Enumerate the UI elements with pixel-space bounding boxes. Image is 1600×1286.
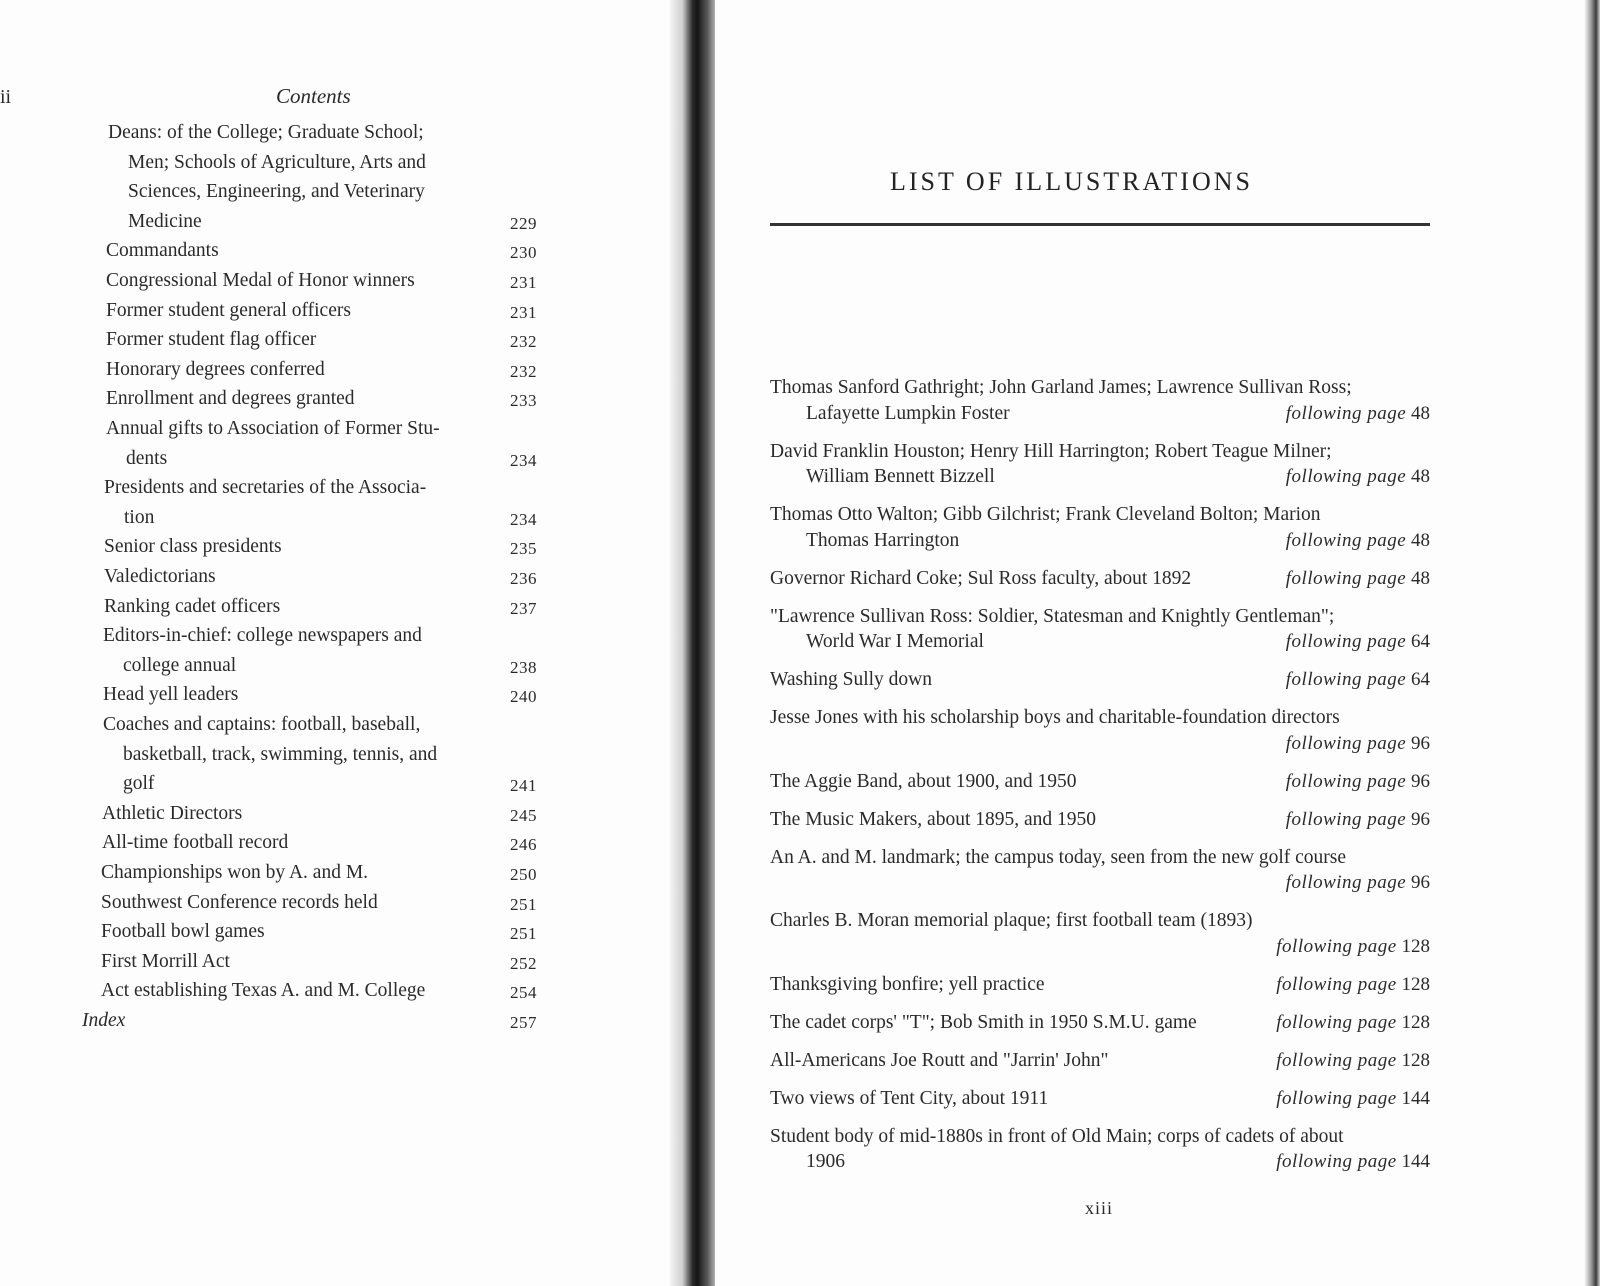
contents-entry-line: Athletic Directors bbox=[102, 802, 243, 824]
following-page-label: following page bbox=[1285, 567, 1407, 589]
following-page-label: following page bbox=[1285, 529, 1407, 551]
contents-running-head: Contents bbox=[276, 84, 351, 108]
page-edge-shadow bbox=[1584, 0, 1600, 1286]
illustration-page-number: 144 bbox=[1401, 1151, 1430, 1172]
following-page-label: following page bbox=[1285, 732, 1407, 754]
contents-page-number: 234 bbox=[510, 450, 537, 470]
illustration-caption-line: "Lawrence Sullivan Ross: Soldier, Statesman and Knightly Gentleman"; bbox=[770, 605, 1335, 627]
illustration-page-ref bbox=[1286, 669, 1430, 691]
following-page-label: following page bbox=[1276, 973, 1397, 995]
illustration-page-number: 48 bbox=[1411, 529, 1430, 551]
contents-entry-line: All-time football record bbox=[102, 832, 289, 854]
following-page-label: following page bbox=[1285, 669, 1407, 690]
contents-page-number: 233 bbox=[510, 391, 537, 411]
contents-entry-line: Commandants bbox=[106, 240, 219, 262]
illustration-caption-line: 1906 bbox=[806, 1151, 845, 1172]
right-folio: xiii bbox=[1085, 1198, 1114, 1218]
illustration-page-number: 64 bbox=[1411, 631, 1430, 652]
book-gutter bbox=[670, 0, 720, 1286]
contents-entry-line: Presidents and secretaries of the Associa- bbox=[104, 477, 427, 499]
following-page-label: following page bbox=[1276, 935, 1397, 957]
contents-entry-line: Congressional Medal of Honor winners bbox=[106, 270, 415, 291]
illustration-caption-line: Thomas Sanford Gathright; John Garland James; Lawrence Sullivan Ross; bbox=[770, 377, 1352, 398]
contents-page-number: 241 bbox=[510, 776, 537, 796]
left-page bbox=[0, 0, 680, 1286]
contents-page-number: 232 bbox=[510, 361, 537, 381]
illustration-page-number: 128 bbox=[1401, 973, 1430, 995]
illustration-page-number: 96 bbox=[1411, 732, 1430, 754]
illustration-page-number: 48 bbox=[1411, 466, 1430, 487]
illustration-page-ref bbox=[1286, 530, 1430, 552]
illustration-caption-line: Thomas Otto Walton; Gibb Gilchrist; Frank Cleveland Bolton; Marion bbox=[770, 504, 1321, 525]
contents-page-number: 231 bbox=[510, 302, 537, 322]
contents-entry-line: Southwest Conference records held bbox=[101, 891, 378, 913]
contents-entry-line: Head yell leaders bbox=[103, 684, 239, 706]
following-page-label: following page bbox=[1276, 1087, 1397, 1109]
contents-page-number: 237 bbox=[510, 598, 537, 618]
illustration-caption-line: The cadet corps' "T"; Bob Smith in 1950 S.M.U. game bbox=[770, 1011, 1197, 1033]
illustration-page-ref bbox=[1276, 936, 1430, 958]
contents-page-number: 236 bbox=[510, 569, 537, 588]
contents-page-number: 234 bbox=[510, 509, 537, 529]
contents-page-number: 240 bbox=[510, 687, 537, 707]
contents-page-number: 245 bbox=[510, 805, 537, 825]
contents-page-number: 238 bbox=[510, 657, 537, 677]
illustration-page-ref bbox=[1276, 1012, 1430, 1034]
illustration-page-ref bbox=[1276, 1151, 1430, 1173]
contents-page-number: 252 bbox=[510, 953, 537, 973]
following-page-label: following page bbox=[1285, 770, 1407, 792]
contents-entry-line: Enrollment and degrees granted bbox=[106, 388, 355, 410]
illustration-caption-line: William Bennett Bizzell bbox=[806, 466, 995, 487]
title-rule bbox=[770, 223, 1430, 226]
illustration-page-ref bbox=[1286, 809, 1430, 831]
illustration-page-ref bbox=[1286, 872, 1430, 894]
contents-page-number: 232 bbox=[510, 332, 537, 352]
following-page-label: following page bbox=[1285, 631, 1407, 652]
illustration-page-ref bbox=[1286, 568, 1430, 590]
following-page-label: following page bbox=[1285, 808, 1407, 830]
following-page-label: following page bbox=[1276, 1049, 1397, 1071]
contents-page-number: 251 bbox=[510, 894, 537, 914]
contents-entry-line: Former student general officers bbox=[106, 299, 351, 321]
illustration-page-number: 96 bbox=[1411, 808, 1430, 830]
illustration-caption-line: Jesse Jones with his scholarship boys and charitable-foundation directors bbox=[770, 707, 1340, 728]
contents-page-number: 229 bbox=[510, 213, 537, 233]
contents-page-number: 235 bbox=[510, 539, 537, 559]
contents-page-number: 230 bbox=[510, 243, 537, 263]
illustration-caption-line: All-Americans Joe Routt and "Jarrin' John" bbox=[770, 1049, 1109, 1071]
following-page-label: following page bbox=[1285, 872, 1407, 893]
contents-entry-line: tion bbox=[124, 506, 155, 528]
contents-entry-line: Medicine bbox=[128, 210, 202, 232]
illustration-page-ref bbox=[1286, 771, 1430, 793]
contents-entry-line: Annual gifts to Association of Former Stu- bbox=[106, 418, 440, 439]
illustration-page-ref bbox=[1276, 1088, 1430, 1110]
illustration-caption-line: Two views of Tent City, about 1911 bbox=[770, 1087, 1049, 1109]
contents-entry-line: Championships won by A. and M. bbox=[101, 862, 369, 883]
contents-entry-line: Coaches and captains: football, baseball, bbox=[103, 714, 421, 735]
illustration-page-ref bbox=[1286, 733, 1430, 755]
index-page-number: 257 bbox=[510, 1013, 537, 1032]
contents-page-number: 254 bbox=[510, 983, 537, 1003]
contents-entry-line: Senior class presidents bbox=[104, 536, 282, 558]
contents-entry-line: Ranking cadet officers bbox=[104, 595, 281, 617]
index-label: Index bbox=[82, 1010, 126, 1031]
illustration-caption-line: David Franklin Houston; Henry Hill Harrington; Robert Teague Milner; bbox=[770, 440, 1332, 462]
contents-page-number: 251 bbox=[510, 924, 537, 944]
contents-entry-line: Sciences, Engineering, and Veterinary bbox=[128, 181, 425, 203]
illustration-page-ref bbox=[1276, 974, 1430, 996]
illustration-caption-line: An A. and M. landmark; the campus today, seen from the new golf course bbox=[770, 846, 1347, 868]
contents-entry-line: Valedictorians bbox=[104, 566, 216, 587]
illustration-page-ref bbox=[1286, 466, 1430, 488]
illustration-page-number: 96 bbox=[1411, 872, 1430, 893]
contents-entry-line: Men; Schools of Agriculture, Arts and bbox=[128, 151, 426, 173]
contents-entry-line: Former student flag officer bbox=[106, 329, 317, 351]
illustration-caption-line: The Music Makers, about 1895, and 1950 bbox=[770, 808, 1097, 830]
illustration-caption-line: World War I Memorial bbox=[806, 631, 984, 652]
contents-entry-line: basketball, track, swimming, tennis, and bbox=[123, 743, 438, 765]
contents-entry-line: college annual bbox=[123, 654, 237, 676]
contents-entry-line: Act establishing Texas A. and M. College bbox=[101, 980, 426, 1002]
contents-entry-line: Deans: of the College; Graduate School; bbox=[108, 122, 424, 143]
contents-entry-line: First Morrill Act bbox=[101, 950, 230, 972]
illustration-page-number: 48 bbox=[1411, 567, 1430, 589]
illustration-page-ref bbox=[1286, 631, 1430, 653]
illustration-page-number: 144 bbox=[1401, 1087, 1430, 1109]
contents-entry-line: dents bbox=[126, 447, 168, 469]
contents-page-number: 231 bbox=[510, 273, 537, 292]
following-page-label: following page bbox=[1276, 1151, 1397, 1172]
illustration-caption-line: The Aggie Band, about 1900, and 1950 bbox=[770, 770, 1077, 792]
contents-page-number: 250 bbox=[510, 865, 537, 884]
illustration-page-number: 128 bbox=[1401, 1049, 1430, 1071]
illustration-page-number: 96 bbox=[1411, 770, 1430, 792]
illustration-caption-line: Governor Richard Coke; Sul Ross faculty, about 1892 bbox=[770, 567, 1192, 589]
illustration-caption-line: Thanksgiving bonfire; yell practice bbox=[770, 973, 1045, 995]
list-of-illustrations-title: LIST OF ILLUSTRATIONS bbox=[890, 167, 1253, 196]
illustration-caption-line: Lafayette Lumpkin Foster bbox=[806, 402, 1010, 424]
illustration-caption-line: Charles B. Moran memorial plaque; first football team (1893) bbox=[770, 910, 1253, 931]
following-page-label: following page bbox=[1276, 1011, 1397, 1033]
illustration-page-number: 64 bbox=[1411, 669, 1430, 690]
illustration-caption-line: Washing Sully down bbox=[770, 669, 933, 690]
following-page-label: following page bbox=[1285, 402, 1407, 424]
following-page-label: following page bbox=[1285, 466, 1407, 487]
contents-entry-line: Honorary degrees conferred bbox=[106, 358, 325, 380]
contents-entry-line: Editors-in-chief: college newspapers and bbox=[103, 625, 422, 647]
illustration-caption-line: Student body of mid-1880s in front of Old Main; corps of cadets of about bbox=[770, 1125, 1344, 1147]
contents-entry-line: Football bowl games bbox=[101, 921, 265, 943]
illustration-page-number: 128 bbox=[1401, 935, 1430, 957]
illustration-page-number: 48 bbox=[1411, 402, 1430, 424]
illustration-page-ref bbox=[1286, 403, 1430, 425]
contents-entry-line: golf bbox=[123, 773, 155, 795]
contents-page-number: 246 bbox=[510, 835, 537, 855]
left-folio: ii bbox=[0, 86, 12, 108]
illustration-page-number: 128 bbox=[1401, 1011, 1430, 1033]
illustration-page-ref bbox=[1276, 1050, 1430, 1072]
illustration-caption-line: Thomas Harrington bbox=[806, 529, 960, 551]
